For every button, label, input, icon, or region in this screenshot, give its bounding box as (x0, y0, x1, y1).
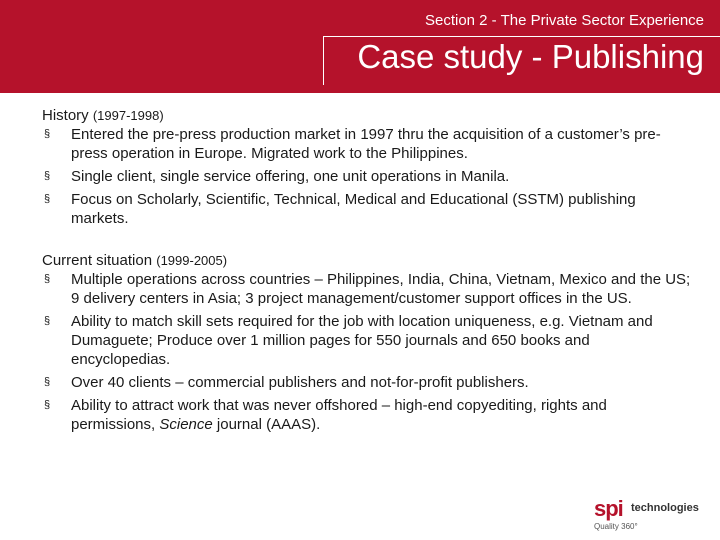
list-item-text: Focus on Scholarly, Scientific, Technical, Medical and Educational (SSTM) publishing markets. (71, 191, 636, 227)
logo-tagline: Quality 360° (594, 522, 638, 531)
list-item-text: Single client, single service offering, one unit operations in Manila. (71, 168, 510, 185)
bullet-marker: § (44, 193, 51, 205)
list-item (42, 270, 692, 308)
slide-title: Case study - Publishing (357, 38, 704, 75)
list-item (42, 373, 692, 392)
bullet-marker: § (44, 376, 51, 388)
list-item-text: Entered the pre-press production market in 1997 thru the acquisition of a customer’s pre-press operation in Europe. Migrated work to the Philippines. (71, 126, 661, 162)
slide-content (42, 106, 692, 438)
list-item (42, 167, 692, 186)
current-bullet-list (42, 270, 692, 434)
list-item-text-end: journal (AAAS). (212, 416, 321, 433)
bullet-marker: § (44, 273, 51, 285)
header-divider (0, 90, 720, 93)
history-bullet-list (42, 125, 692, 228)
bullet-marker: § (44, 170, 51, 182)
history-heading-text: History (42, 107, 89, 124)
list-item-text: Ability to match skill sets required for the job with location uniqueness, e.g. Vietnam and Dumaguete; Produce over 1 million pages for 550 journals and 650 books and encyclopedias. (71, 313, 653, 368)
current-heading-text: Current situation (42, 252, 153, 269)
list-item-text: Over 40 clients – commercial publishers and not-for-profit publishers. (71, 374, 529, 391)
bullet-marker: § (44, 399, 51, 411)
list-item (42, 125, 692, 163)
list-item-text (71, 397, 607, 433)
company-logo (594, 496, 714, 536)
logo-brand: spi (594, 496, 623, 521)
list-item-text-start: Ability to attract work that was never offshored – high-end copyediting, rights and permissions, (71, 397, 607, 433)
list-item-text: Multiple operations across countries – Philippines, India, China, Vietnam, Mexico and the US; 9 delivery centers in Asia; 3 project management/customer support offices in the US. (71, 271, 691, 307)
current-years: (1999-2005) (156, 253, 228, 268)
journal-name: Science (159, 416, 213, 433)
list-item (42, 312, 692, 369)
section-spacer (42, 232, 692, 251)
logo-name: technologies (631, 502, 699, 514)
list-item (42, 190, 692, 228)
list-item (42, 396, 692, 434)
section-label: Section 2 - The Private Sector Experience (424, 12, 704, 29)
bullet-marker: § (44, 315, 51, 327)
history-years: (1997-1998) (92, 108, 164, 123)
history-heading (42, 106, 692, 125)
current-heading (42, 251, 692, 270)
bullet-marker: § (44, 128, 51, 140)
